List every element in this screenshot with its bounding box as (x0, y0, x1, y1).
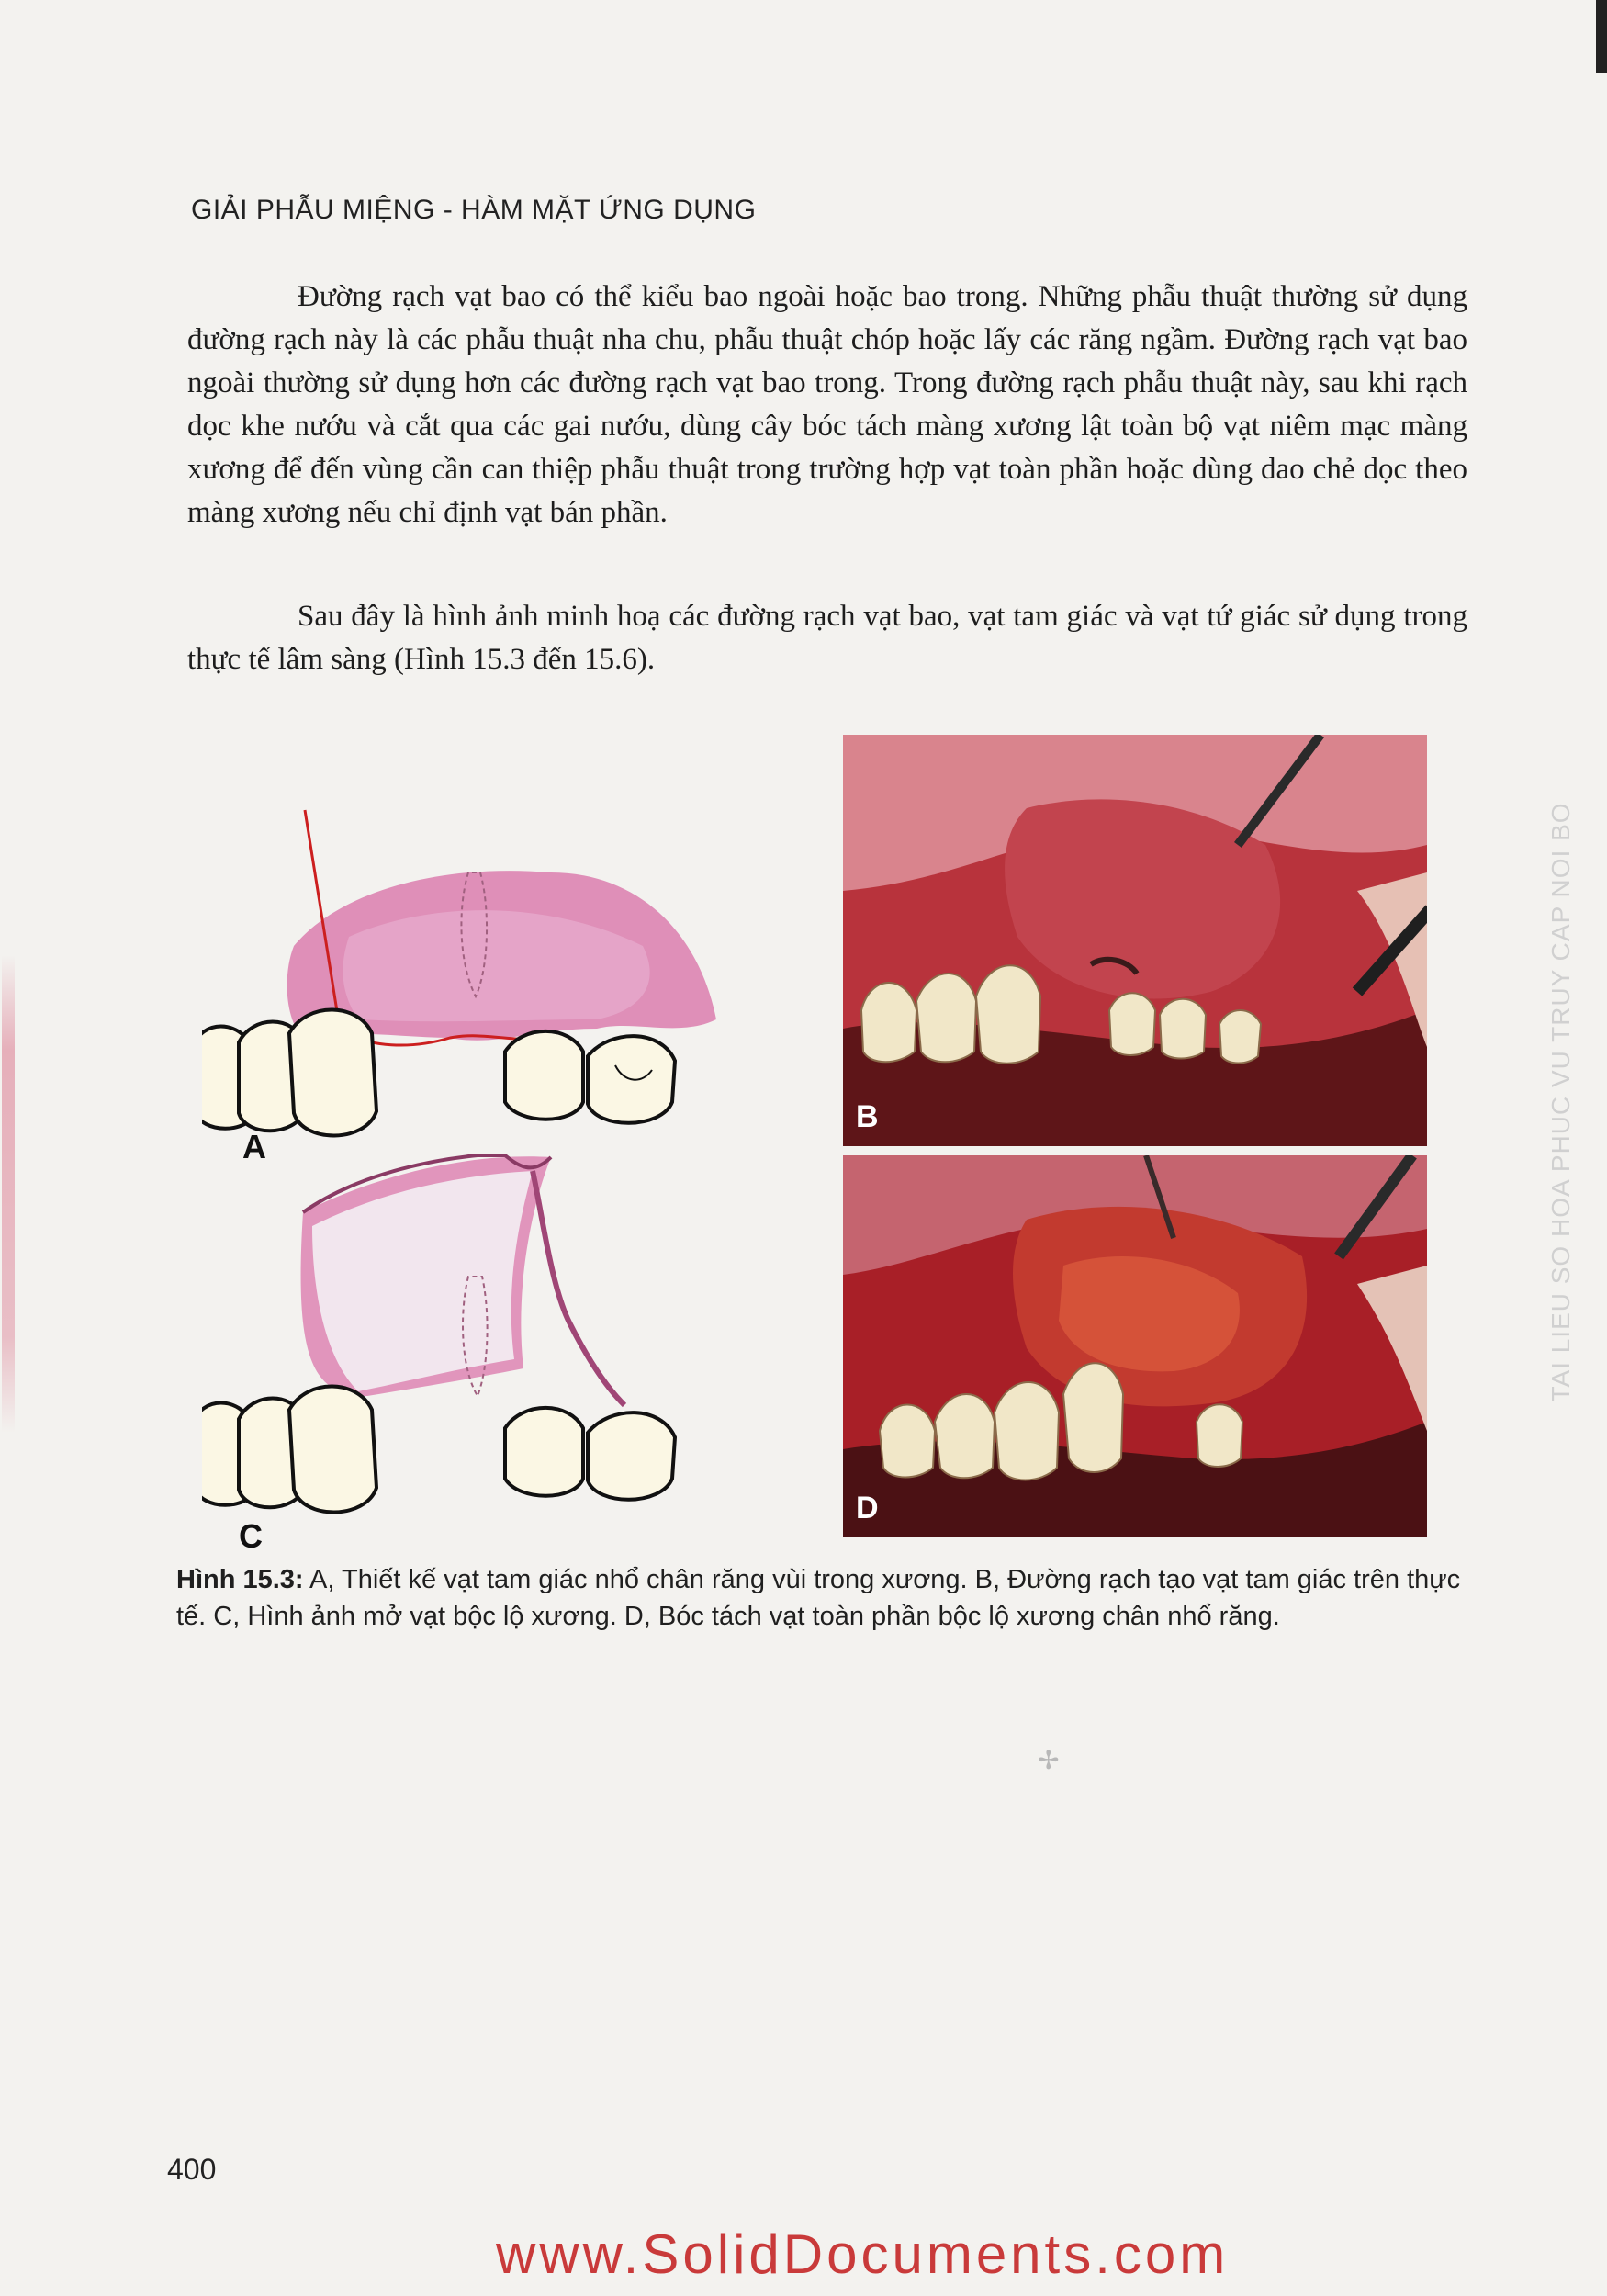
drawing-c (202, 1155, 675, 1513)
footer-watermark: www.SolidDocuments.com (496, 2223, 1230, 2285)
running-header: GIẢI PHẪU MIỆNG - HÀM MẶT ỨNG DỤNG (191, 195, 757, 225)
scan-smudge-icon: ✢ (1038, 1745, 1060, 1775)
flap-illustrations (202, 808, 771, 1561)
body-paragraph-1: Đường rạch vạt bao có thể kiểu bao ngoài hoặc bao trong. Những phẫu thuật thường sử dụng đường rạch này là các phẫu thuật nha chu, phẫu thuật chóp hoặc lấy các răng ngầm. Đường rạch vạt bao ngoài thường sử dụng hơn các đường rạch vạt bao trong. Trong đường rạch phẫu thuật này, sau khi rạch dọc khe nướu và cắt qua các gai nướu, dùng cây bóc tách màng xương lật toàn bộ vạt niêm mạc màng xương để đến vùng cần can thiệp phẫu thuật trong trường hợp vạt toàn phần hoặc dùng dao chẻ dọc theo màng xương nếu chỉ định vạt bán phần. (187, 280, 1467, 529)
page-edge-mark (1596, 0, 1607, 73)
margin-stain (2, 955, 15, 1433)
tooth-c5 (588, 1412, 675, 1500)
photo-d-image (843, 1155, 1427, 1537)
figure-label-b: B (856, 1099, 879, 1134)
tooth-a4 (505, 1031, 583, 1120)
body-paragraph-2: Sau đây là hình ảnh minh hoạ các đường rạch vạt bao, vạt tam giác và vạt tứ giác sử dụng trong thực tế lâm sàng (Hình 15.3 đến 15.6). (187, 600, 1467, 676)
figure-caption (176, 1561, 1462, 1635)
photo-b-image (843, 735, 1427, 1146)
flap-edge-c (533, 1171, 624, 1405)
page-number: 400 (167, 2153, 217, 2186)
caption-text: A, Thiết kế vạt tam giác nhổ chân răng vùi trong xương. B, Đường rạch tạo vạt tam giác trên thực tế. C, Hình ảnh mở vạt bộc lộ xương. D, Bóc tách vạt toàn phần bộc lộ xương chân nhổ răng. (176, 1565, 1461, 1631)
caption-prefix: Hình 15.3: (176, 1565, 304, 1594)
side-watermark: TAI LIEU SO HOA PHUC VU TRUY CAP NOI BO (1546, 802, 1575, 1402)
clinical-photo-b (843, 735, 1427, 1146)
figure-label-a: A (242, 1128, 266, 1165)
drawing-a (202, 810, 716, 1136)
tooth-a3 (289, 1009, 376, 1135)
clinical-photo-d (843, 1155, 1427, 1537)
figure-label-d: D (856, 1491, 879, 1525)
tooth-c3 (289, 1386, 376, 1512)
figure-label-c: C (239, 1517, 263, 1555)
tooth-c4 (505, 1408, 583, 1496)
